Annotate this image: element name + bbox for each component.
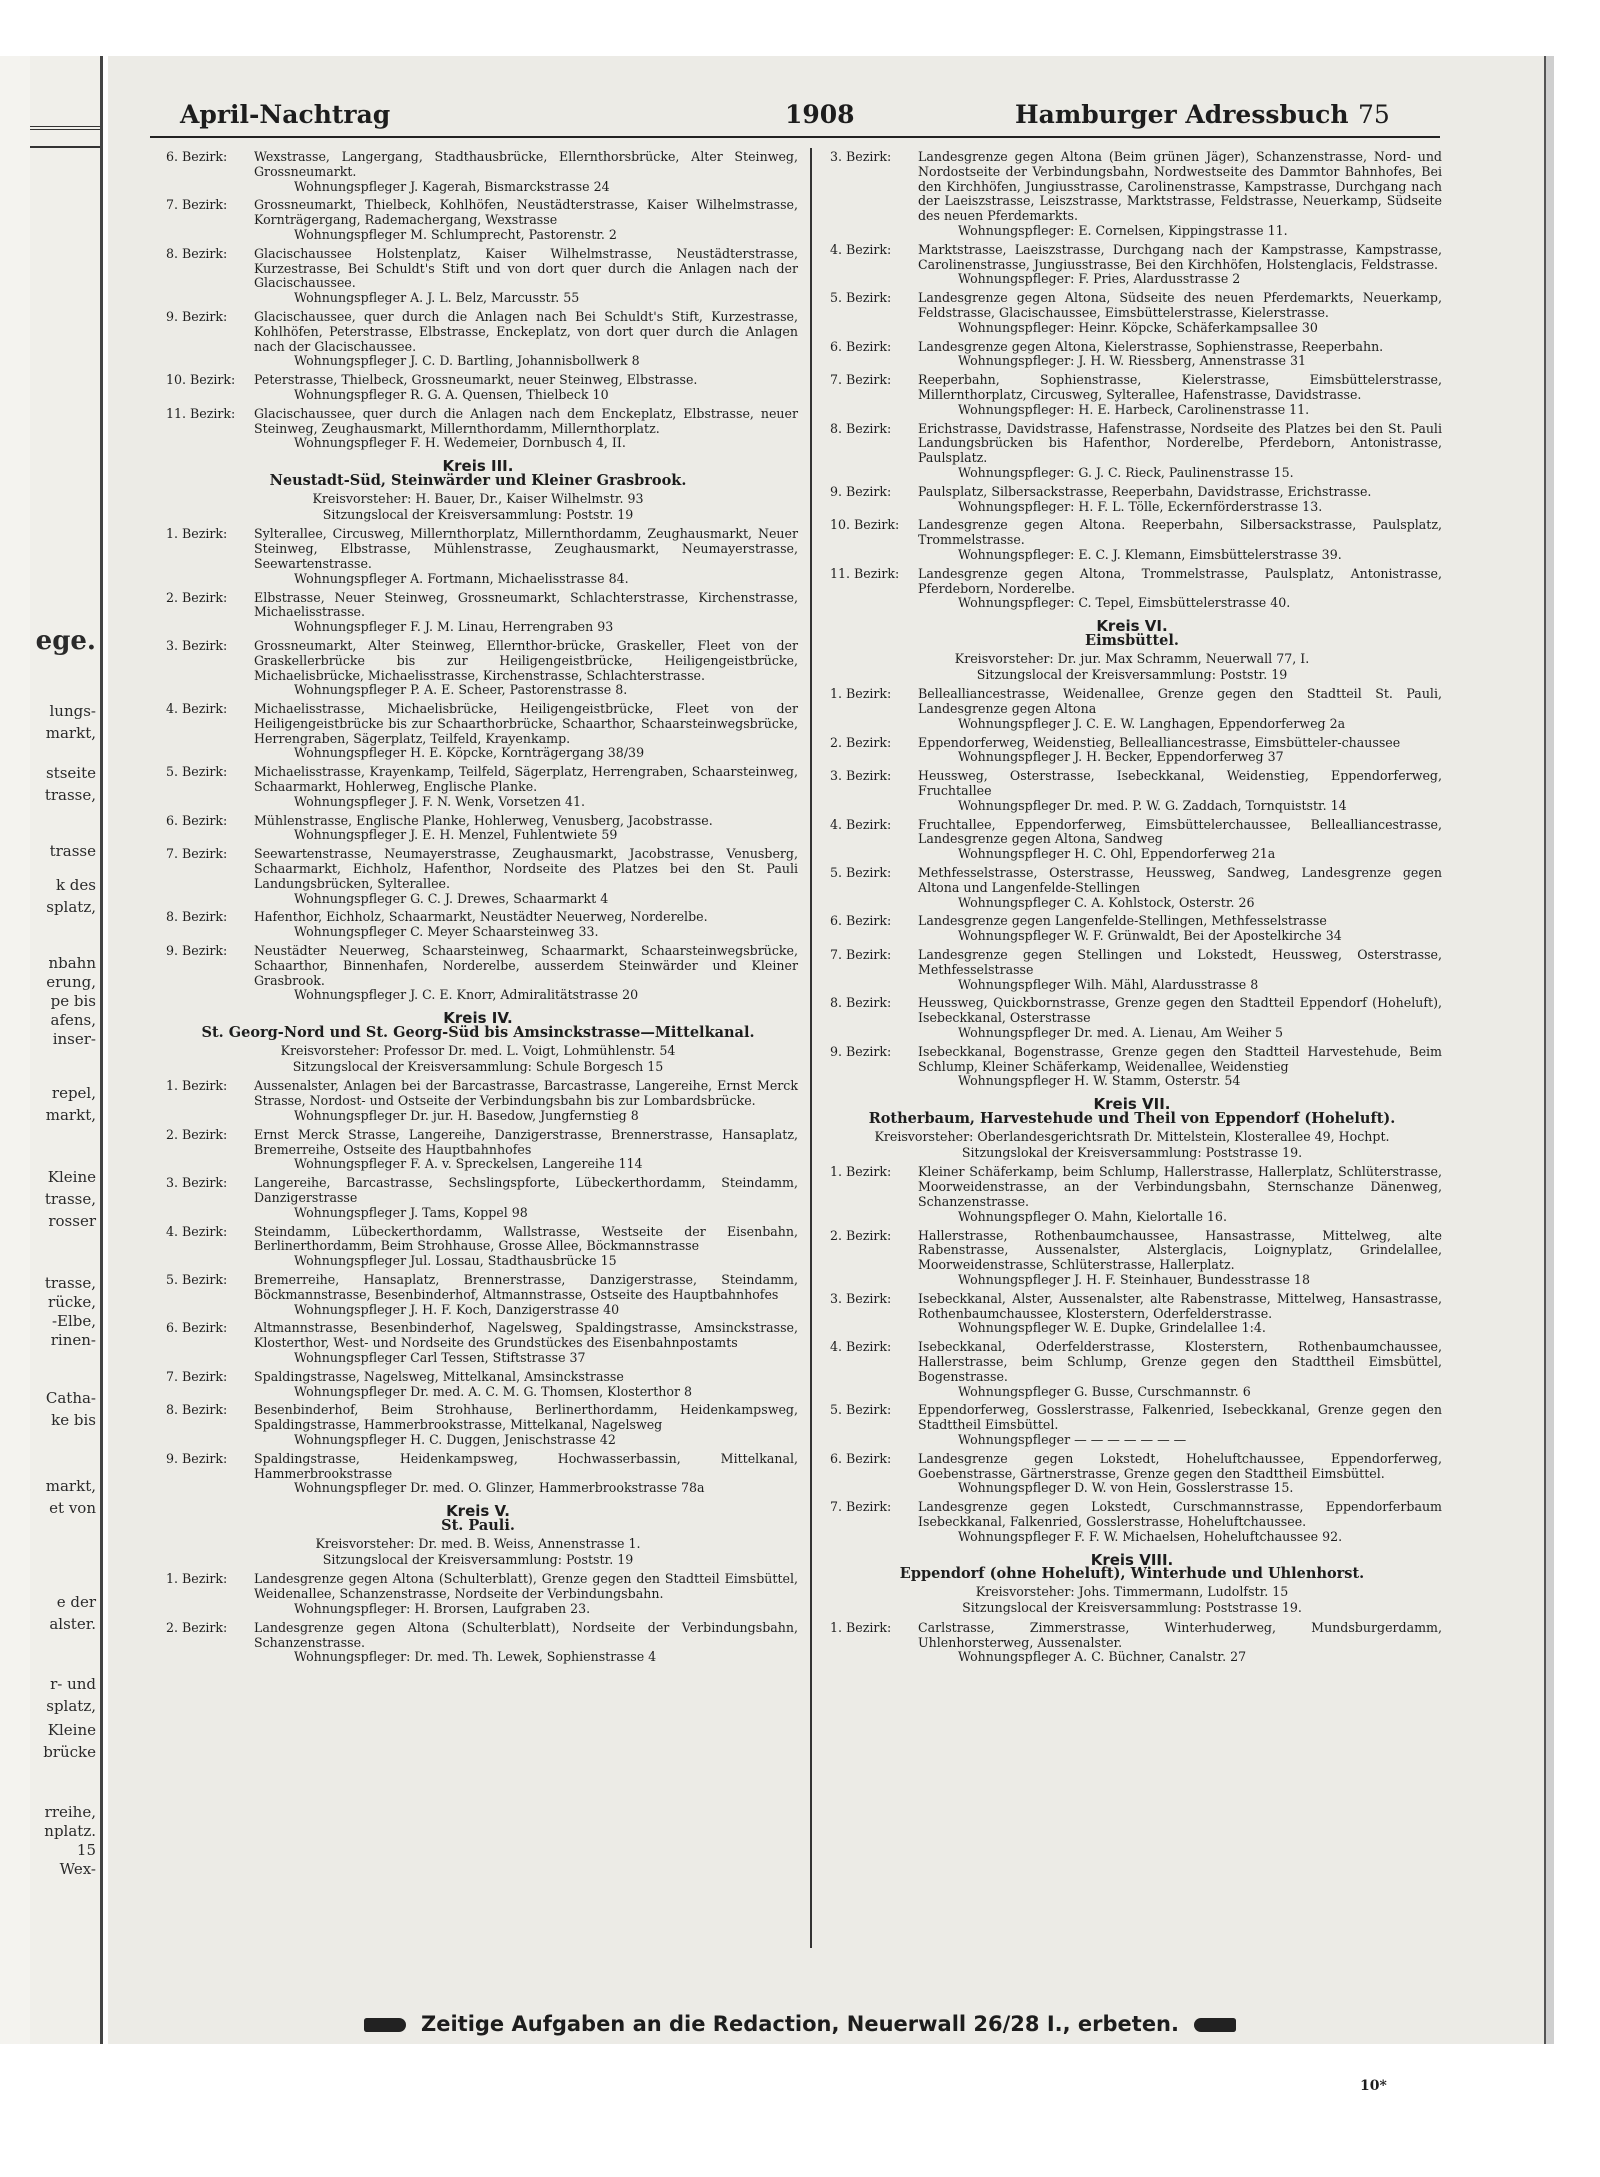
- wohnungspfleger: Wohnungspfleger W. F. Grünwaldt, Bei der Apostelkirche 34: [958, 928, 1342, 944]
- previous-page-fragment: trasse,: [44, 1190, 96, 1208]
- bezirk-number: 7. Bezirk:: [830, 372, 892, 388]
- kreis-title: Kreis III.: [442, 457, 514, 476]
- bezirk-streets: Glacischaussee Holstenplatz, Kaiser Wilhelmstrasse, Neustädterstrasse, Kurzestrasse, Bei Schuldt's Stift und von dort quer durch die Anlagen nach der Glacischaussee. Wohnungspfleger A. J. L. Belz, Marcusstr. 55: [254, 245, 798, 306]
- bezirk-entry: [822, 567, 1442, 611]
- column-divider: [810, 148, 812, 1948]
- bezirk-entry: [822, 1229, 1442, 1288]
- previous-page-fragment: stseite: [45, 764, 96, 782]
- bezirk-entry: [822, 150, 1442, 239]
- kreis-name: Neustadt-Süd, Steinwärder und Kleiner Grasbrook.: [269, 471, 687, 489]
- bezirk-number: 7. Bezirk:: [830, 947, 892, 963]
- bezirk-entry: [158, 847, 798, 906]
- bezirk-streets: Sylterallee, Circusweg, Millernthorplatz, Millernthordamm, Zeughausmarkt, Neuer Steinweg, Elbstrasse, Mühlenstrasse, Zeughausmarkt, Neumayerstrasse, Seewartenstrasse. Wohnungspfleger A. Fortmann, Michaelisstrasse 84.: [254, 526, 798, 586]
- bezirk-entry: [158, 527, 798, 586]
- bezirk-number: 6. Bezirk:: [166, 1320, 228, 1336]
- bezirk-streets: Marktstrasse, Laeiszstrasse, Durchgang nach der Kampstrasse, Kampstrasse, Carolinenstrasse, Jungiusstrasse, Bei den Kirchhöfen, Holstenglacis, Feldstrasse. Wohnungspfleger: F. Pries, Alardusstrasse 2: [918, 241, 1442, 287]
- bezirk-entry: [822, 948, 1442, 992]
- wohnungspfleger: Wohnungspfleger H. W. Stamm, Osterstr. 54: [958, 1073, 1241, 1089]
- bezirk-number: 5. Bezirk:: [166, 764, 228, 780]
- previous-page-fragment: repel,: [51, 1084, 96, 1102]
- bezirk-streets: Fruchtallee, Eppendorferweg, Eimsbüttelerchaussee, Bellealliancestrasse, Landesgrenze gegen Altona, Sandweg Wohnungspfleger H. C. Ohl, Eppendorferweg 21a: [918, 816, 1442, 862]
- wohnungspfleger: Wohnungspfleger J. C. E. W. Langhagen, Eppendorferweg 2a: [958, 715, 1346, 731]
- wohnungspfleger: Wohnungspfleger: H. E. Harbeck, Carolinenstrasse 11.: [958, 401, 1310, 417]
- bezirk-streets: Kleiner Schäferkamp, beim Schlump, Hallerstrasse, Hallerplatz, Schlüterstrasse, Moorweidenstrasse, an der Verbindungsbahn, Sternschanze Dänenweg, Schanzenstrasse. Wohnungspfleger O. Mahn, Kielortalle 16.: [918, 1164, 1442, 1224]
- bezirk-streets: Heussweg, Quickbornstrasse, Grenze gegen den Stadtteil Eppendorf (Hoheluft), Isebeckkanal, Osterstrasse Wohnungspfleger Dr. med. A. Lienau, Am Weiher 5: [918, 995, 1442, 1041]
- bezirk-streets: Heussweg, Osterstrasse, Isebeckkanal, Weidenstieg, Eppendorferweg, Fruchtallee Wohnungspfleger Dr. med. P. W. G. Zaddach, Tornquiststr. 14: [918, 768, 1442, 813]
- bezirk-streets: Altmannstrasse, Besenbinderhof, Nagelsweg, Spaldingstrasse, Amsinckstrasse, Klosterthor, West- und Nordseite des Grundstückes des Eisenbahnpostamts Wohnungspfleger Carl Tessen, Stiftstrasse 37: [254, 1320, 798, 1365]
- bezirk-entry: [158, 1452, 798, 1496]
- kreis-vorsteher: Kreisvorsteher: Dr. med. B. Weiss, Annenstrasse 1.: [315, 1535, 641, 1551]
- bezirk-entry: [158, 1079, 798, 1123]
- wohnungspfleger: Wohnungspfleger J. Kagerah, Bismarckstrasse 24: [294, 178, 610, 194]
- bezirk-streets: Elbstrasse, Neuer Steinweg, Grossneumarkt, Schlachterstrasse, Kirchenstrasse, Michaelisstrasse. Wohnungspfleger F. J. M. Linau, Herrengraben 93: [254, 589, 798, 635]
- wohnungspfleger: Wohnungspfleger: E. C. J. Klemann, Eimsbüttelerstrasse 39.: [958, 546, 1342, 562]
- bezirk-streets: Eppendorferweg, Gosslerstrasse, Falkenried, Isebeckkanal, Grenze gegen den Stadttheil Eimsbüttel. Wohnungspfleger — — — — — — —: [918, 1402, 1442, 1447]
- bezirk-number: 7. Bezirk:: [166, 197, 228, 213]
- bezirk-streets: Wexstrasse, Langergang, Stadthausbrücke, Ellernthorsbrücke, Alter Steinweg, Grossneumarkt. Wohnungspfleger J. Kagerah, Bismarckstrasse 24: [254, 149, 798, 194]
- bezirk-entry: [822, 866, 1442, 910]
- bezirk-number: 1. Bezirk:: [166, 526, 228, 542]
- bezirk-streets: Seewartenstrasse, Neumayerstrasse, Zeughausmarkt, Jacobstrasse, Venusberg, Schaarmarkt, Eichholz, Hafenthor, Nordseite des Platzes bei den St. Pauli Landungsbrücken, Sylterallee. Wohnungspfleger G. C. J. Drewes, Schaarmarkt 4: [254, 846, 798, 906]
- bezirk-entry: [822, 1452, 1442, 1496]
- bezirk-streets: Hallerstrasse, Rothenbaumchaussee, Hansastrasse, Mittelweg, alte Rabenstrasse, Aussenalster, Alsterglacis, Loignyplatz, Grindelallee, Moorweidenstrasse, Schlüterstrasse, Hallerplatz. Wohnungspfleger J. H. F. Steinhauer, Bundesstrasse 18: [918, 1227, 1442, 1287]
- wohnungspfleger: Wohnungspfleger H. C. Duggen, Jenischstrasse 42: [294, 1431, 616, 1447]
- previous-page-fragment: pe bis: [50, 992, 96, 1010]
- previous-page-fragment: k des: [55, 876, 96, 894]
- bezirk-entry: [158, 407, 798, 451]
- footer-text: Zeitige Aufgaben an die Redaction, Neuerwall 26/28 I., erbeten.: [421, 2012, 1179, 2036]
- bezirk-number: 3. Bezirk:: [830, 149, 892, 164]
- bezirk-number: 4. Bezirk:: [830, 816, 892, 832]
- bezirk-entry: [822, 1292, 1442, 1336]
- wohnungspfleger: Wohnungspfleger: F. Pries, Alardusstrasse 2: [958, 271, 1241, 287]
- bezirk-number: 6. Bezirk:: [166, 812, 228, 828]
- bezirk-streets: Landesgrenze gegen Altona (Schulterblatt), Grenze gegen den Stadtteil Eimsbüttel, Weidenallee, Schanzenstrasse, Nordseite der Verbindungsbahn. Wohnungspfleger: H. Brorsen, Laufgraben 23.: [254, 1571, 798, 1616]
- bezirk-entry: [822, 1045, 1442, 1089]
- wohnungspfleger: Wohnungspfleger Dr. med. O. Glinzer, Hammerbrookstrasse 78a: [294, 1480, 705, 1496]
- previous-page-fragment: Kleine: [47, 1721, 96, 1739]
- header-left: April-Nachtrag: [180, 100, 391, 129]
- wohnungspfleger: Wohnungspfleger M. Schlumprecht, Pastorenstr. 2: [294, 226, 617, 242]
- wohnungspfleger: Wohnungspfleger R. G. A. Quensen, Thielbeck 10: [294, 386, 609, 402]
- bezirk-streets: Landesgrenze gegen Lokstedt, Hoheluftchaussee, Eppendorferweg, Goebenstrasse, Gärtnerstrasse, Grenze gegen den Stadttheil Eimsbüttel. Wohnungspfleger D. W. von Hein, Gosslerstrasse 15.: [918, 1450, 1442, 1496]
- bezirk-streets: Landesgrenze gegen Langenfelde-Stellingen, Methfesselstrasse Wohnungspfleger W. F. Grünwaldt, Bei der Apostelkirche 34: [918, 914, 1442, 944]
- previous-page-fragment: r- und: [50, 1675, 96, 1693]
- bezirk-number: 2. Bezirk:: [166, 1126, 228, 1142]
- bezirk-streets: Spaldingstrasse, Heidenkampsweg, Hochwasserbassin, Mittelkanal, Hammerbrookstrasse Wohnungspfleger Dr. med. O. Glinzer, Hammerbrookstrasse 78a: [254, 1450, 798, 1496]
- bezirk-entry: [158, 1403, 798, 1447]
- previous-page-fragment: Catha-: [45, 1389, 96, 1407]
- sitzungslocal: Sitzungslocal der Kreisversammlung: Poststr. 19: [322, 506, 634, 522]
- kreis-6-section: [822, 619, 1442, 1089]
- kreis-3-section: [158, 459, 798, 1003]
- wohnungspfleger: Wohnungspfleger: C. Tepel, Eimsbüttelerstrasse 40.: [958, 595, 1291, 611]
- sitzungslocal: Sitzungslocal der Kreisversammlung: Schule Borgesch 15: [292, 1058, 664, 1074]
- bezirk-entry: [822, 485, 1442, 515]
- bezirk-entry: [822, 1340, 1442, 1399]
- previous-page-fragment: trasse,: [44, 786, 96, 804]
- bezirk-number: 7. Bezirk:: [166, 1368, 228, 1384]
- bezirk-number: 1. Bezirk:: [166, 1078, 228, 1094]
- wohnungspfleger: Wohnungspfleger W. E. Dupke, Grindelallee 1:4.: [958, 1320, 1266, 1336]
- bezirk-entry: [158, 1572, 798, 1616]
- previous-page-fragment: Kleine: [47, 1168, 96, 1186]
- bezirk-entry: [822, 1500, 1442, 1544]
- wohnungspfleger: Wohnungspfleger: Heinr. Köpcke, Schäferkampsallee 30: [958, 319, 1318, 335]
- previous-page-fragment: ege.: [35, 626, 96, 656]
- previous-page-fragment: inser-: [52, 1030, 96, 1048]
- kreis-name: Rotherbaum, Harvestehude und Theil von Eppendorf (Hoheluft).: [868, 1110, 1396, 1128]
- previous-page-fragment: alster.: [49, 1615, 96, 1633]
- bezirk-number: 7. Bezirk:: [830, 1499, 892, 1515]
- bezirk-streets: Steindamm, Lübeckerthordamm, Wallstrasse, Westseite der Eisenbahn, Berlinerthordamm, Beim Strohhause, Grosse Allee, Böckmannstrasse Wohnungspfleger Jul. Lossau, Stadthausbrücke 15: [254, 1223, 798, 1269]
- wohnungspfleger: Wohnungspfleger P. A. E. Scheer, Pastorenstrasse 8.: [294, 682, 628, 698]
- wohnungspfleger: Wohnungspfleger C. A. Kohlstock, Osterstr. 26: [958, 894, 1255, 910]
- bezirk-number: 4. Bezirk:: [166, 701, 228, 717]
- bezirk-entry: [158, 1128, 798, 1172]
- bezirk-number: 6. Bezirk:: [830, 338, 892, 354]
- bezirk-streets: Michaelisstrasse, Krayenkamp, Teilfeld, Sägerplatz, Herrengraben, Schaarsteinweg, Schaarmarkt, Hohlerweg, Englische Planke. Wohnungspfleger J. F. N. Wenk, Vorsetzen 41.: [254, 764, 798, 809]
- bezirk-entry: [822, 769, 1442, 813]
- previous-page-fragment: trasse,: [44, 1274, 96, 1292]
- previous-page-fragment: markt,: [45, 1106, 96, 1124]
- wohnungspfleger: Wohnungspfleger A. C. Büchner, Canalstr. 27: [958, 1649, 1247, 1665]
- pointing-hand-icon: [364, 2018, 406, 2032]
- bezirk-streets: Peterstrasse, Thielbeck, Grossneumarkt, neuer Steinweg, Elbstrasse. Wohnungspfleger R. G. A. Quensen, Thielbeck 10: [254, 373, 798, 403]
- bezirk-number: 10. Bezirk:: [830, 517, 900, 533]
- bezirk-number: 8. Bezirk:: [166, 1402, 228, 1418]
- bezirk-streets: Erichstrasse, Davidstrasse, Hafenstrasse, Nordseite des Platzes bei den St. Pauli Landungsbrücken bis Hafenthor, Norderelbe, Pferdeborn, Antonistrasse, Paulsplatz. Wohnungspfleger: G. J. C. Rieck, Paulinenstrasse 15.: [918, 420, 1442, 480]
- bezirk-number: 3. Bezirk:: [166, 1175, 228, 1191]
- bezirk-streets: Landesgrenze gegen Altona, Kielerstrasse, Sophienstrasse, Reeperbahn. Wohnungspfleger: J. H. W. Riessberg, Annenstrasse 31: [918, 340, 1442, 370]
- sitzungslocal: Sitzungslocal der Kreisversammlung: Poststr. 19: [322, 1551, 634, 1567]
- previous-page-fragment: e der: [56, 1593, 96, 1611]
- bezirk-streets: Besenbinderhof, Beim Strohhause, Berlinerthordamm, Heidenkampsweg, Spaldingstrasse, Hammerbrookstrasse, Mittelkanal, Nagelsweg Wohnungspfleger H. C. Duggen, Jenischstrasse 42: [254, 1402, 798, 1447]
- wohnungspfleger: Wohnungspfleger O. Mahn, Kielortalle 16.: [958, 1208, 1227, 1224]
- kreis-vorsteher: Kreisvorsteher: Professor Dr. med. L. Voigt, Lohmühlenstr. 54: [280, 1042, 676, 1058]
- kreis-vorsteher: Kreisvorsteher: Johs. Timmermann, Ludolfstr. 15: [975, 1584, 1289, 1600]
- bezirk-entry: [822, 914, 1442, 944]
- bezirk-streets: Ernst Merck Strasse, Langereihe, Danzigerstrasse, Brennerstrasse, Hansaplatz, Bremerreihe, Ostseite des Hauptbahnhofes Wohnungspfleger F. A. v. Spreckelsen, Langereihe 114: [254, 1126, 798, 1172]
- wohnungspfleger: Wohnungspfleger: Dr. med. Th. Lewek, Sophienstrasse 4: [294, 1649, 657, 1665]
- wohnungspfleger: Wohnungspfleger: G. J. C. Rieck, Paulinenstrasse 15.: [958, 464, 1294, 480]
- wohnungspfleger: Wohnungspfleger F. H. Wedemeier, Dornbusch 4, II.: [294, 435, 626, 451]
- previous-page-fragment: afens,: [50, 1011, 96, 1029]
- wohnungspfleger: Wohnungspfleger J. H. Becker, Eppendorferweg 37: [958, 749, 1284, 765]
- bezirk-number: 10. Bezirk:: [166, 372, 236, 388]
- bezirk-streets: Hafenthor, Eichholz, Schaarmarkt, Neustädter Neuerweg, Norderelbe. Wohnungspfleger C. Meyer Schaarsteinweg 33.: [254, 910, 798, 940]
- bezirk-entry: [158, 910, 798, 940]
- wohnungspfleger: Wohnungspfleger J. H. F. Koch, Danzigerstrasse 40: [294, 1301, 620, 1317]
- bezirk-streets: Landesgrenze gegen Altona, Trommelstrasse, Paulsplatz, Antonistrasse, Pferdeborn, Norderelbe. Wohnungspfleger: C. Tepel, Eimsbüttelerstrasse 40.: [918, 565, 1442, 611]
- wohnungspfleger: Wohnungspfleger J. F. N. Wenk, Vorsetzen 41.: [294, 793, 586, 809]
- previous-page-fragment: rosser: [48, 1212, 96, 1230]
- previous-page-fragment: erung,: [46, 973, 96, 991]
- wohnungspfleger: Wohnungspfleger J. C. E. Knorr, Admiralitätstrasse 20: [294, 987, 639, 1003]
- wohnungspfleger: Wohnungspfleger Wilh. Mähl, Alardusstrasse 8: [958, 976, 1259, 992]
- previous-page-fragment: splatz,: [46, 1697, 96, 1715]
- wohnungspfleger: Wohnungspfleger F. J. M. Linau, Herrengraben 93: [294, 619, 614, 635]
- previous-page-fragment: Wex-: [59, 1860, 96, 1878]
- bezirk-streets: Landesgrenze gegen Stellingen und Lokstedt, Heussweg, Osterstrasse, Methfesselstrasse Wohnungspfleger Wilh. Mähl, Alardusstrasse 8: [918, 947, 1442, 992]
- bezirk-number: 2. Bezirk:: [830, 734, 892, 750]
- kreis-vorsteher: Kreisvorsteher: Oberlandesgerichtsrath Dr. Mittelstein, Klosterallee 49, Hochpt.: [874, 1128, 1390, 1144]
- sitzungslocal: Sitzungslokal der Kreisversammlung: Poststrasse 19.: [961, 1144, 1303, 1160]
- bezirk-streets: Paulsplatz, Silbersackstrasse, Reeperbahn, Davidstrasse, Erichstrasse. Wohnungspfleger: H. F. L. Tölle, Eckernförderstrasse 13.: [918, 485, 1442, 515]
- wohnungspfleger: Wohnungspfleger: H. F. L. Tölle, Eckernförderstrasse 13.: [958, 498, 1323, 514]
- wohnungspfleger: Wohnungspfleger J. Tams, Koppel 98: [294, 1204, 528, 1220]
- bezirk-entry: [158, 765, 798, 809]
- bezirk-number: 11. Bezirk:: [830, 565, 900, 581]
- bezirk-number: 4. Bezirk:: [166, 1223, 228, 1239]
- bezirk-streets: Spaldingstrasse, Nagelsweg, Mittelkanal, Amsinckstrasse Wohnungspfleger Dr. med. A. C. M. G. Thomsen, Klosterthor 8: [254, 1370, 798, 1400]
- bezirk-streets: Isebeckkanal, Bogenstrasse, Grenze gegen den Stadtteil Harvestehude, Beim Schlump, Kleiner Schäferkamp, Weidenallee, Weidenstieg Wohnungspfleger H. W. Stamm, Osterstr. 54: [918, 1043, 1442, 1089]
- bezirk-entry: [822, 1403, 1442, 1447]
- bezirk-streets: Carlstrasse, Zimmerstrasse, Winterhuderweg, Mundsburgerdamm, Uhlenhorsterweg, Aussenalster. Wohnungspfleger A. C. Büchner, Canalstr. 27: [918, 1619, 1442, 1665]
- bezirk-entry: [158, 591, 798, 635]
- bezirk-entry: [822, 1621, 1442, 1665]
- bezirk-number: 11. Bezirk:: [166, 405, 236, 421]
- bezirk-streets: Landesgrenze gegen Altona, Südseite des neuen Pferdemarkts, Neuerkamp, Feldstrasse, Glacischaussee, Eimsbüttelerstrasse, Kielerstrasse. Wohnungspfleger: Heinr. Köpcke, Schäferkampsallee 30: [918, 290, 1442, 335]
- previous-page-fragment: markt,: [45, 724, 96, 742]
- bezirk-streets: Grossneumarkt, Alter Steinweg, Ellernthor-brücke, Graskeller, Fleet von der Graskellerbrücke bis zur Heiligengeistbrücke, Heiligengeistbrücke, Michaelisbrücke, Michaelisstrasse, Kirchenstrasse, Schlachterstrasse. Wohnungspfleger P. A. E. Scheer, Pastorenstrasse 8.: [254, 637, 798, 698]
- bezirk-entry: [822, 422, 1442, 481]
- previous-page-fragment: rinen-: [50, 1331, 96, 1349]
- bezirk-streets: Bremerreihe, Hansaplatz, Brennerstrasse, Danzigerstrasse, Steindamm, Böckmannstrasse, Besenbinderhof, Altmannstrasse, Ostseite des Hauptbahnhofes Wohnungspfleger J. H. F. Koch, Danzigerstrasse 40: [254, 1271, 798, 1317]
- wohnungspfleger: Wohnungspfleger J. E. H. Menzel, Fuhlentwiete 59: [294, 827, 618, 843]
- kreis-vorsteher: Kreisvorsteher: H. Bauer, Dr., Kaiser Wilhelmstr. 93: [312, 490, 644, 506]
- wohnungspfleger: Wohnungspfleger Dr. med. A. Lienau, Am Weiher 5: [958, 1025, 1284, 1041]
- bezirk-number: 9. Bezirk:: [166, 1450, 228, 1466]
- sitzungslocal: Sitzungslocal der Kreisversammlung: Poststr. 19: [976, 666, 1288, 682]
- wohnungspfleger: Wohnungspfleger Dr. med. A. C. M. G. Thomsen, Klosterthor 8: [294, 1383, 692, 1399]
- bezirk-streets: Grossneumarkt, Thielbeck, Kohlhöfen, Neustädterstrasse, Kaiser Wilhelmstrasse, Kornträgergang, Rademachergang, Wexstrasse Wohnungspfleger M. Schlumprecht, Pastorenstr. 2: [254, 197, 798, 242]
- previous-page-fragment: markt,: [45, 1477, 96, 1495]
- bezirk-streets: Landesgrenze gegen Altona. Reeperbahn, Silbersackstrasse, Paulsplatz, Trommelstrasse. Wohnungspfleger: E. C. J. Klemann, Eimsbüttelerstrasse 39.: [918, 517, 1442, 562]
- wohnungspfleger: Wohnungspfleger Carl Tessen, Stiftstrasse 37: [294, 1349, 586, 1365]
- bezirk-number: 9. Bezirk:: [830, 1043, 892, 1059]
- bezirk-entry: [822, 1165, 1442, 1224]
- bezirk-entry: [158, 944, 798, 1003]
- bezirk-number: 8. Bezirk:: [830, 420, 892, 436]
- bezirk-streets: Aussenalster, Anlagen bei der Barcastrasse, Barcastrasse, Langereihe, Ernst Merck Strasse, Nordost- und Ostseite der Verbindungsbahn bis zur Lombardsbrücke. Wohnungspfleger Dr. jur. H. Basedow, Jungfernstieg 8: [254, 1078, 798, 1124]
- bezirk-number: 1. Bezirk:: [830, 686, 892, 702]
- previous-page-fragment: splatz,: [46, 898, 96, 916]
- sitzungslocal: Sitzungslocal der Kreisversammlung: Poststrasse 19.: [962, 1599, 1302, 1615]
- previous-page-fragment: nplatz.: [44, 1822, 96, 1840]
- bezirk-entry: [158, 247, 798, 306]
- kreis-title: Kreis VII.: [1093, 1095, 1171, 1114]
- bezirk-streets: Eppendorferweg, Weidenstieg, Bellealliancestrasse, Eimsbütteler-chaussee Wohnungspfleger J. H. Becker, Eppendorferweg 37: [918, 736, 1442, 766]
- wohnungspfleger: Wohnungspfleger: H. Brorsen, Laufgraben 23.: [294, 1600, 591, 1616]
- wohnungspfleger: Wohnungspfleger A. Fortmann, Michaelisstrasse 84.: [294, 570, 629, 586]
- bezirk-number: 2. Bezirk:: [166, 589, 228, 605]
- wohnungspfleger: Wohnungspfleger G. C. J. Drewes, Schaarmarkt 4: [294, 890, 609, 906]
- kreis-5-continued: [822, 150, 1442, 611]
- wohnungspfleger: Wohnungspfleger C. Meyer Schaarsteinweg 33.: [294, 924, 599, 940]
- bezirk-entry: [158, 1370, 798, 1400]
- wohnungspfleger: Wohnungspfleger: J. H. W. Riessberg, Annenstrasse 31: [958, 353, 1306, 369]
- bezirk-entry: [158, 702, 798, 761]
- header-title: Hamburger Adressbuch: [1015, 100, 1349, 129]
- left-column: [158, 150, 798, 1669]
- bezirk-number: 9. Bezirk:: [166, 943, 228, 959]
- right-column: [822, 150, 1442, 1669]
- bezirk-entry: [822, 818, 1442, 862]
- kreis-name: Eppendorf (ohne Hoheluft), Winterhude und Uhlenhorst.: [899, 1565, 1365, 1583]
- bezirk-entry: [822, 373, 1442, 417]
- bezirk-streets: Landesgrenze gegen Lokstedt, Curschmannstrasse, Eppendorferbaum Isebeckkanal, Falkenried, Gosslerstrasse, Hoheluftchaussee. Wohnungspfleger F. F. W. Michaelsen, Hoheluftchaussee 92.: [918, 1499, 1442, 1544]
- wohnungspfleger: Wohnungspfleger H. C. Ohl, Eppendorferweg 21a: [958, 846, 1276, 862]
- bezirk-number: 5. Bezirk:: [830, 1402, 892, 1418]
- bezirk-streets: Glacischaussee, quer durch die Anlagen nach Bei Schuldt's Stift, Kurzestrasse, Kohlhöfen, Peterstrasse, Elbstrasse, Enckeplatz, von dort quer durch die Anlagen nach der Glacischaussee. Wohnungspfleger J. C. D. Bartling, Johannisbollwerk 8: [254, 308, 798, 369]
- bezirk-number: 6. Bezirk:: [166, 149, 228, 164]
- kreis-5-section: [158, 1504, 798, 1665]
- bezirk-number: 5. Bezirk:: [830, 865, 892, 881]
- bezirk-streets: Isebeckkanal, Alster, Aussenalster, alte Rabenstrasse, Mittelweg, Hansastrasse, Rothenbaumchaussee, Klosterstern, Oderfelderstrasse. Wohnungspfleger W. E. Dupke, Grindelallee 1:4.: [918, 1290, 1442, 1336]
- kreis-vorsteher: Kreisvorsteher: Dr. jur. Max Schramm, Neuerwall 77, I.: [954, 650, 1310, 666]
- previous-page-fragment: 15: [76, 1841, 96, 1859]
- bezirk-number: 9. Bezirk:: [830, 483, 892, 499]
- previous-page-fragment: trasse: [49, 842, 96, 860]
- bezirk-streets: Methfesselstrasse, Osterstrasse, Heussweg, Sandweg, Landesgrenze gegen Altona und Langenfelde-Stellingen Wohnungspfleger C. A. Kohlstock, Osterstr. 26: [918, 865, 1442, 910]
- wohnungspfleger: Wohnungspfleger Dr. jur. H. Basedow, Jungfernstieg 8: [294, 1108, 639, 1124]
- bezirk-entry: [158, 814, 798, 844]
- printer-signature: 10*: [1360, 2078, 1387, 2094]
- wohnungspfleger: Wohnungspfleger G. Busse, Curschmannstr. 6: [958, 1383, 1251, 1399]
- wohnungspfleger: Wohnungspfleger H. E. Köpcke, Kornträgergang 38/39: [294, 745, 645, 761]
- bezirk-entry: [158, 1621, 798, 1665]
- bezirk-entry: [822, 340, 1442, 370]
- bezirk-entry: [158, 639, 798, 698]
- previous-page-fragment: -Elbe,: [51, 1312, 96, 1330]
- bezirk-entry: [158, 310, 798, 369]
- bezirk-entry: [822, 736, 1442, 766]
- bezirk-number: 6. Bezirk:: [830, 1450, 892, 1466]
- bezirk-number: 4. Bezirk:: [830, 1339, 892, 1355]
- bezirk-entry: [158, 198, 798, 242]
- kreis-4-section: [158, 1011, 798, 1496]
- bezirk-number: 8. Bezirk:: [166, 909, 228, 925]
- kreis-title: Kreis V.: [446, 1502, 510, 1521]
- bezirk-entry: [158, 1321, 798, 1365]
- previous-page-fragment: rreihe,: [44, 1803, 96, 1821]
- bezirk-streets: Michaelisstrasse, Michaelisbrücke, Heiligengeistbrücke, Fleet von der Heiligengeistbrücke bis zur Schaarthorbrücke, Schaarthor, Schaarsteinwegsbrücke, Herrengraben, Sägerplatz, Teilfeld, Krayenkamp. Wohnungspfleger H. E. Köpcke, Kornträgergang 38/39: [254, 701, 798, 761]
- bezirk-entry: [158, 1176, 798, 1220]
- wohnungspfleger: Wohnungspfleger A. J. L. Belz, Marcusstr. 55: [294, 290, 580, 306]
- bezirk-number: 6. Bezirk:: [830, 913, 892, 929]
- bezirk-number: 5. Bezirk:: [166, 1271, 228, 1287]
- wohnungspfleger: Wohnungspfleger J. H. F. Steinhauer, Bundesstrasse 18: [958, 1271, 1310, 1287]
- wohnungspfleger: Wohnungspfleger: E. Cornelsen, Kippingstrasse 11.: [958, 222, 1288, 238]
- bezirk-entry: [158, 1273, 798, 1317]
- previous-page-fragment: nbahn: [48, 954, 96, 972]
- bezirk-streets: Isebeckkanal, Oderfelderstrasse, Klosterstern, Rothenbaumchaussee, Hallerstrasse, beim Schlump, Grenze gegen den Stadttheil Eimsbüttel, Bogenstrasse. Wohnungspfleger G. Busse, Curschmannstr. 6: [918, 1339, 1442, 1399]
- bezirk-number: 3. Bezirk:: [830, 1290, 892, 1306]
- bezirk-entry: [822, 243, 1442, 287]
- wohnungspfleger: Wohnungspfleger J. C. D. Bartling, Johannisbollwerk 8: [294, 353, 640, 369]
- bezirk-streets: Langereihe, Barcastrasse, Sechslingspforte, Lübeckerthordamm, Steindamm, Danzigerstrasse Wohnungspfleger J. Tams, Koppel 98: [254, 1175, 798, 1220]
- kreis-title: Kreis VI.: [1096, 617, 1168, 636]
- kreis-8-section: [822, 1550, 1442, 1666]
- kreis-2-continued: [158, 150, 798, 451]
- bezirk-streets: Reeperbahn, Sophienstrasse, Kielerstrasse, Eimsbüttelerstrasse, Millernthorplatz, Circusweg, Sylterallee, Hafenstrasse, Davidstrasse. Wohnungspfleger: H. E. Harbeck, Carolinenstrasse 11.: [918, 372, 1442, 417]
- bezirk-streets: Mühlenstrasse, Englische Planke, Hohlerweg, Venusberg, Jacobstrasse. Wohnungspfleger J. E. H. Menzel, Fuhlentwiete 59: [254, 814, 798, 844]
- bezirk-number: 5. Bezirk:: [830, 290, 892, 306]
- kreis-name: St. Georg-Nord und St. Georg-Süd bis Amsinckstrasse—Mittelkanal.: [201, 1024, 755, 1042]
- bezirk-number: 3. Bezirk:: [166, 637, 228, 653]
- bezirk-entry: [158, 150, 798, 194]
- bezirk-streets: Neustädter Neuerweg, Schaarsteinweg, Schaarmarkt, Schaarsteinwegsbrücke, Schaarthor, Binnenhafen, Norderelbe, ausserdem Steinwärder und Kleiner Grasbrook. Wohnungspfleger J. C. E. Knorr, Admiralitätstrasse 20: [254, 943, 798, 1003]
- bezirk-number: 1. Bezirk:: [830, 1164, 892, 1180]
- bezirk-entry: [822, 996, 1442, 1040]
- bezirk-entry: [158, 373, 798, 403]
- bezirk-entry: [158, 1225, 798, 1269]
- bezirk-entry: [822, 687, 1442, 731]
- kreis-name: Eimsbüttel.: [1085, 631, 1179, 649]
- previous-page-fragment: lungs-: [49, 702, 96, 720]
- bezirk-number: 3. Bezirk:: [830, 768, 892, 784]
- kreis-7-section: [822, 1097, 1442, 1544]
- bezirk-streets: Landesgrenze gegen Altona (Beim grünen Jäger), Schanzenstrasse, Nord- und Nordostseite der Verbindungsbahn, Nordwestseite des Dammtor Bahnhofes, Bei den Kirchhöfen, Jungiusstrasse, Carolinenstrasse, Kampstrasse, Durchgang nach der Laeiszstrasse, Leiszstrasse, Marktstrasse, Feldstrasse, Neuerkamp, Südseite des neuen Pferdemarkts. Wohnungspfleger: E. Cornelsen, Kippingstrasse 11.: [918, 149, 1442, 238]
- bezirk-entry: [822, 291, 1442, 335]
- page-header: [150, 96, 1440, 138]
- kreis-title: Kreis IV.: [443, 1009, 513, 1028]
- bezirk-number: 1. Bezirk:: [166, 1571, 228, 1587]
- bezirk-number: 7. Bezirk:: [166, 846, 228, 862]
- bezirk-entry: [822, 518, 1442, 562]
- previous-page-fragment: et von: [49, 1499, 96, 1517]
- bezirk-number: 2. Bezirk:: [166, 1619, 228, 1635]
- previous-page-fragment: brücke: [43, 1743, 96, 1761]
- wohnungspfleger: Wohnungspfleger Dr. med. P. W. G. Zaddach, Tornquiststr. 14: [958, 797, 1347, 813]
- wohnungspfleger: Wohnungspfleger F. F. W. Michaelsen, Hoheluftchaussee 92.: [958, 1528, 1343, 1544]
- wohnungspfleger: Wohnungspfleger F. A. v. Spreckelsen, Langereihe 114: [294, 1156, 643, 1172]
- page-number: 75: [1358, 100, 1390, 129]
- wohnungspfleger: Wohnungspfleger — — — — — — —: [958, 1431, 1187, 1447]
- bezirk-number: 9. Bezirk:: [166, 308, 228, 324]
- pointing-hand-icon: [1194, 2018, 1236, 2032]
- footer-notice: [300, 2012, 1300, 2036]
- bezirk-streets: Bellealliancestrasse, Weidenallee, Grenze gegen den Stadtteil St. Pauli, Landesgrenze gegen Altona Wohnungspfleger J. C. E. W. Langhagen, Eppendorferweg 2a: [918, 686, 1442, 731]
- bezirk-number: 2. Bezirk:: [830, 1227, 892, 1243]
- wohnungspfleger: Wohnungspfleger D. W. von Hein, Gosslerstrasse 15.: [958, 1480, 1294, 1496]
- wohnungspfleger: Wohnungspfleger Jul. Lossau, Stadthausbrücke 15: [294, 1253, 617, 1269]
- previous-page-fragment: rücke,: [48, 1293, 96, 1311]
- bezirk-number: 1. Bezirk:: [830, 1619, 892, 1635]
- header-year: 1908: [785, 100, 855, 129]
- kreis-title: Kreis VIII.: [1090, 1550, 1174, 1569]
- bezirk-streets: Landesgrenze gegen Altona (Schulterblatt), Nordseite der Verbindungsbahn, Schanzenstrasse. Wohnungspfleger: Dr. med. Th. Lewek, Sophienstrasse 4: [254, 1619, 798, 1665]
- bezirk-streets: Glacischaussee, quer durch die Anlagen nach dem Enckeplatz, Elbstrasse, neuer Steinweg, Zeughausmarkt, Millernthordamm, Millernthorplatz. Wohnungspfleger F. H. Wedemeier, Dornbusch 4, II.: [254, 405, 798, 451]
- bezirk-number: 8. Bezirk:: [830, 995, 892, 1011]
- bezirk-number: 4. Bezirk:: [830, 241, 892, 257]
- previous-page-fragment: ke bis: [51, 1411, 96, 1429]
- kreis-name: St. Pauli.: [441, 1516, 515, 1534]
- bezirk-number: 8. Bezirk:: [166, 245, 228, 261]
- page-edge: [1544, 56, 1554, 2044]
